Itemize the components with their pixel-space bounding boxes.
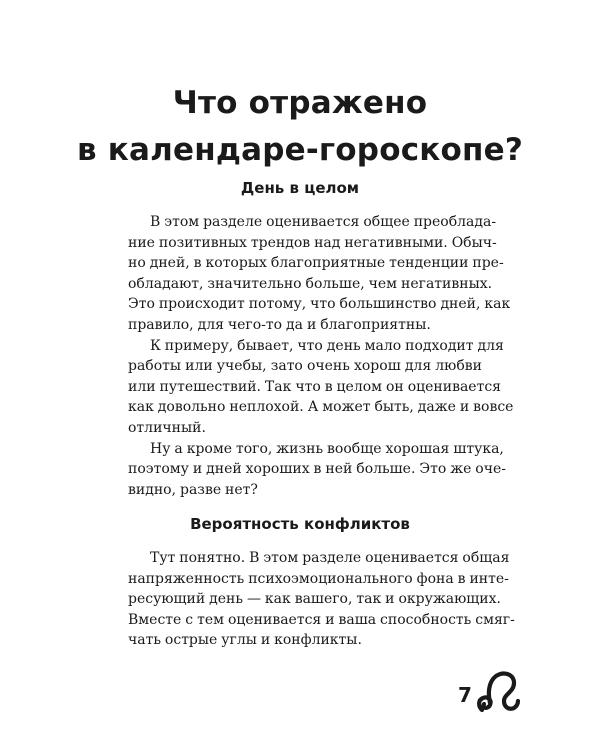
text-line: К примеру, бывает, что день мало подходит для xyxy=(150,337,504,354)
section-heading-day-overall: День в целом xyxy=(240,179,360,197)
text-line: ние позитивных трендов над негативными. Обыч- xyxy=(128,234,497,251)
text-line: Тут понятно. В этом разделе оценивается общая xyxy=(150,550,510,566)
text-line: напряженность психоэмоционального фона в инте- xyxy=(128,570,509,587)
text-line: правило, для чего-то да и благоприятны. xyxy=(128,316,431,333)
leo-zodiac-icon xyxy=(476,670,524,714)
page-number: 7 xyxy=(458,683,472,707)
section-body-day-overall xyxy=(128,212,514,500)
text-line: В этом разделе оценивается общее преоблада- xyxy=(150,214,497,230)
text-line: отличный. xyxy=(128,419,206,436)
text-line: работы или учебы, зато очень хорош для любви xyxy=(128,358,482,375)
text-line: видно, разве нет? xyxy=(128,481,258,498)
text-line: ресующий день — как вашего, так и окружающих. xyxy=(128,591,501,608)
text-line: поэтому и дней хороших в ней больше. Это же оче- xyxy=(128,461,507,478)
section-body-conflict-probability xyxy=(128,548,515,651)
text-line: обладают, значительно больше, чем негативных. xyxy=(128,275,493,292)
text-line: Ну а кроме того, жизнь вообще хорошая штука, xyxy=(150,440,504,457)
text-line: Вместе с тем оценивается и ваша способность смяг- xyxy=(128,611,515,628)
page-title xyxy=(0,80,600,174)
section-heading-conflict-probability: Вероятность конфликтов xyxy=(190,515,410,533)
text-line: Это происходит потому, что большинство дней, как xyxy=(128,296,511,313)
page-title-line-1: Что отражено xyxy=(172,85,428,121)
text-line: чать острые углы и конфликты. xyxy=(128,632,362,649)
page-title-line-2: в календаре-гороскопе? xyxy=(76,132,524,168)
text-line: как довольно неплохой. А может быть, даже и вовсе xyxy=(128,399,514,416)
text-line: но дней, в которых благоприятные тенденции пре- xyxy=(128,255,504,272)
text-line: или путешествий. Так что в целом он оценивается xyxy=(128,378,502,395)
